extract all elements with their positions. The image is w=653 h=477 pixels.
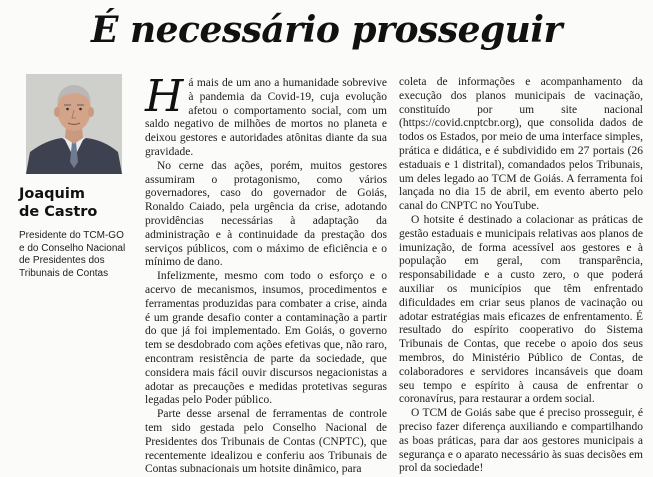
article-paragraph: coleta de informações e acompanhamento da execução dos planos municipais de vacinação, constituído por um site nacional (https://covid.cnptcbr.org), que consolida dados de todos os Estados, por meio de uma interface simples, prática e didática, e é subdividido em 27 portais (26 estaduais e 1 distrital), comandados pelos Tribunais, um deles legado ao TCM de Goiás. A ferramenta foi lançada no dia 15 de abril, em evento aberto pelo canal do CNPTC no YouTube. <box>399 76 644 213</box>
author-bio-line: e do Conselho Nacional <box>19 242 126 254</box>
article-paragraph: Parte desse arsenal de ferramentas de controle tem sido gestada pelo Conselho Nacional de Presidentes dos Tribunais de Contas (CNPTC), que recentemente idealizou e conferiu aos Tribunais de Contas subnacionais um hotsite dinâmico, para <box>145 408 387 476</box>
article-column-1 <box>145 71 387 477</box>
article-paragraph: Há mais de um ano a humanidade sobrevive à pandemia da Covid-19, cuja evolução afetou o comportamento social, com um saldo negativo de milhões de mortos no planeta e deixou gestores e autoridades atônitas diante da sua gravidade. <box>145 71 387 158</box>
author-photo <box>26 74 122 174</box>
article-paragraph: O TCM de Goiás sabe que é preciso prosseguir, é preciso fazer diferença auxiliando e compartilhando as boas práticas, para dar aos gestores municipais a segurança e o aparato necessário às suas decisões em prol da sociedade! <box>399 407 643 475</box>
article-paragraph: O hotsite é destinado a colacionar as práticas de gestão estaduais e municipais relativas aos planos de imunização, de forma acessível aos gestores e à população em geral, com transparência, responsabilidade e a custo zero, o que poderá auxiliar os municípios que têm enfrentado dificuldades em criar seus planos de vacinação ou adotar estratégias mais eficazes de enfrentamento. É resultado do espírito cooperativo do Sistema Tribunais de Contas, que recebe o apoio dos seus membros, do Ministério Público de Contas, de colaboradores e servidores incansáveis que doam seu tempo e espírito à causa de enfrentar o coronavírus, para restaurar a ordem social. <box>399 213 643 406</box>
author-bio-line: Tribunais de Contas <box>19 267 109 279</box>
author-bio-line: Presidente do TCM-GO <box>19 230 124 241</box>
drop-cap: H <box>145 71 184 122</box>
headline: É necessário prosseguir <box>90 9 562 51</box>
article-column-2 <box>399 76 643 476</box>
author-name <box>19 185 134 221</box>
author-portrait-image <box>26 74 122 174</box>
article-paragraph: Infelizmente, mesmo com todo o esforço e o acervo de mecanismos, insumos, procedimentos e ferramentas produzidas para combater a crise, ainda é um grande desafio conter a contaminação a partir do que já foi implementado. Em Goiás, o governo tem se desdobrado com ações efetivas que, não raro, encontram resistência de parte da sociedade, que considera mais fácil ouvir discursos negacionistas a adotar as precauções e medidas protetivas seguras legadas pelo Poder público. <box>145 270 387 407</box>
author-first-name: Joaquim <box>19 186 85 202</box>
author-bio <box>19 230 144 280</box>
author-last-name: de Castro <box>19 204 98 220</box>
article-paragraph: No cerne das ações, porém, muitos gestores assumiram o protagonismo, como vários governadores, caso do governador de Goiás, Ronaldo Caiado, pela urgência da crise, adotando providências necessárias à adaptação da administração e à continuidade da prestação dos serviços públicos, com o máximo de eficiência e o mínimo de dano. <box>145 159 387 269</box>
author-bio-line: de Presidentes dos <box>19 255 105 266</box>
